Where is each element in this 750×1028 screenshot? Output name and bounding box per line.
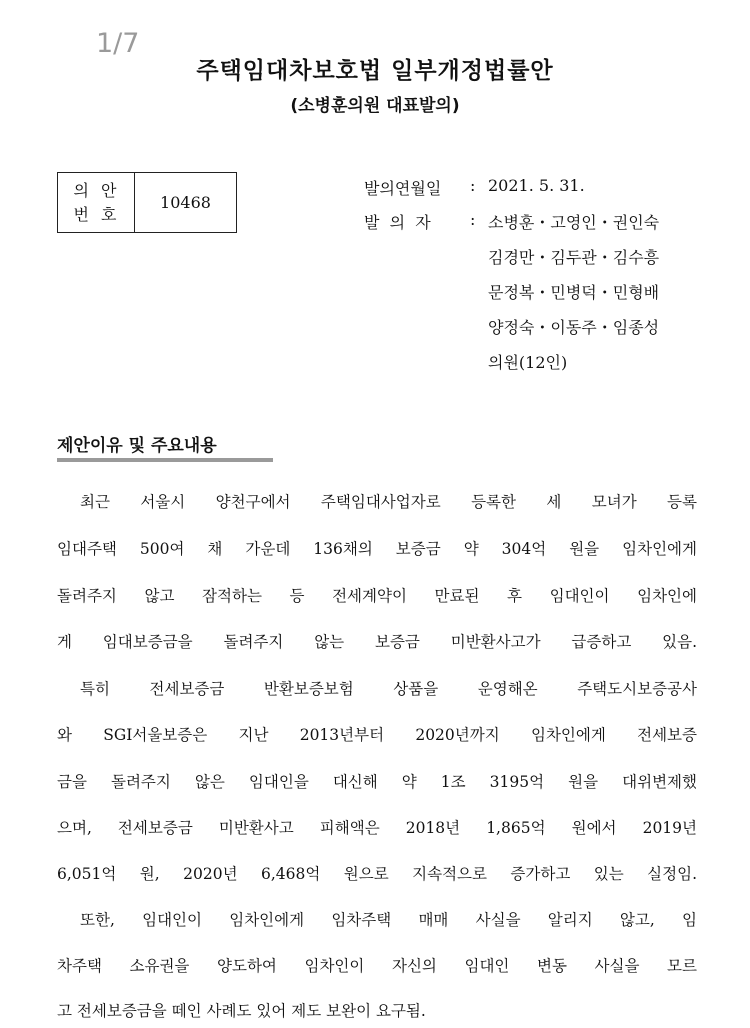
body-line: 특히 전세보증금 반환보증보험 상품을 운영해온 주택도시보증공사 [80, 680, 697, 698]
proposer-line: 문정복・민병덕・민형배 [488, 283, 660, 302]
proposer-line: 양정숙・이동주・임종성 [488, 318, 660, 337]
body-line: 와 SGI서울보증은 지난 2013년부터 2020년까지 임차인에게 전세보증 [57, 726, 697, 744]
proposer-label: 발 의 자 [364, 213, 431, 232]
document-title: 주택임대차보호법 일부개정법률안 [196, 58, 554, 84]
body-line: 돌려주지 않고 잠적하는 등 전세계약이 만료된 후 임대인이 임차인에 [57, 587, 697, 605]
body-line: 고 전세보증금을 떼인 사례도 있어 제도 보완이 요구됨. [57, 1002, 426, 1020]
body-line: 또한, 임대인이 임차인에게 임차주택 매매 사실을 알리지 않고, 임 [80, 911, 697, 929]
page-indicator: 1/7 [96, 28, 140, 59]
date-label: 발의연월일 [364, 179, 442, 198]
date-colon: : [470, 176, 476, 195]
proposer-colon: : [470, 210, 476, 229]
body-line: 으며, 전세보증금 미반환사고 피해액은 2018년 1,865억 원에서 2019년 [57, 819, 697, 837]
section-title: 제안이유 및 주요내용 [57, 436, 217, 456]
section-title-underline [57, 458, 273, 462]
body-line: 최근 서울시 양천구에서 주택임대사업자로 등록한 세 모녀가 등록 [80, 493, 697, 511]
bill-number-value: 10468 [160, 193, 211, 212]
proposer-line: 김경만・김두관・김수흥 [488, 248, 660, 267]
bill-label-line2: 번호 [73, 204, 129, 224]
bill-number-box [57, 172, 237, 233]
proposer-line: 의원(12인) [488, 353, 568, 372]
bill-label-line1: 의안 [73, 180, 129, 200]
date-value: 2021. 5. 31. [488, 176, 585, 195]
body-line: 임대주택 500여 채 가운데 136채의 보증금 약 304억 원을 임차인에게 [57, 540, 697, 558]
body-line: 금을 돌려주지 않은 임대인을 대신해 약 1조 3195억 원을 대위변제했 [57, 773, 697, 791]
proposer-line: 소병훈・고영인・권인숙 [488, 213, 660, 232]
body-line: 6,051억 원, 2020년 6,468억 원으로 지속적으로 증가하고 있는 실정임. [57, 865, 697, 883]
body-line: 게 임대보증금을 돌려주지 않는 보증금 미반환사고가 급증하고 있음. [57, 633, 697, 651]
bill-number-label [58, 173, 135, 232]
document-subtitle: (소병훈의원 대표발의) [290, 96, 460, 116]
body-line: 차주택 소유권을 양도하여 임차인이 자신의 임대인 변동 사실을 모르 [57, 957, 697, 975]
